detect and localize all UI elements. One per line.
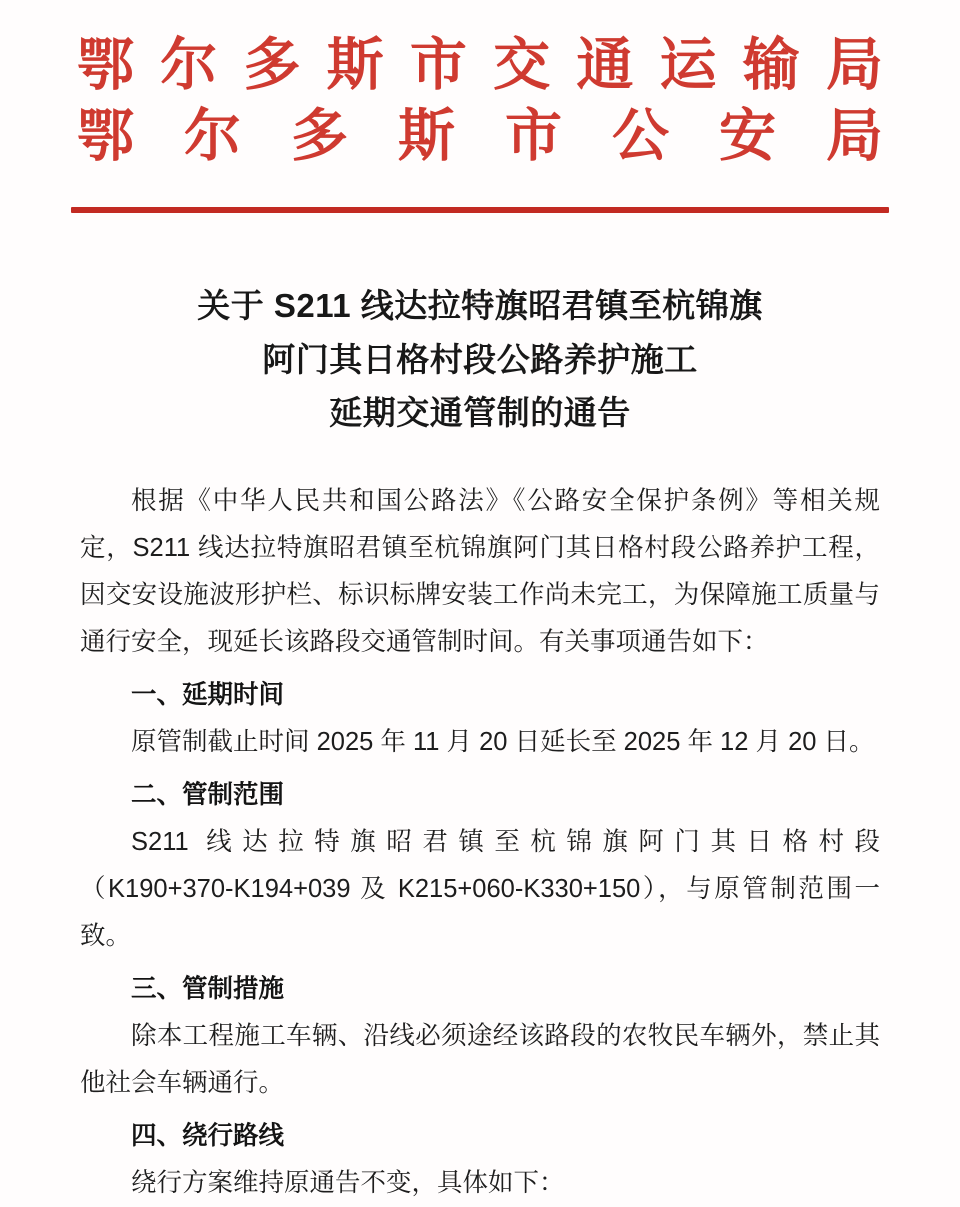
section-content-2-line-1: S211 线达拉特旗昭君镇至杭锦旗阿门其日格村段: [131, 827, 880, 856]
letterhead-char: 安: [719, 103, 776, 168]
red-divider-rule: [71, 207, 889, 213]
document-body: [80, 478, 880, 1207]
section-heading-3: 三、管制措施: [131, 974, 285, 1003]
section-content-1: 原管制截止时间 2025 年 11 月 20 日延长至 2025 年 12 月 20 日。: [131, 727, 875, 756]
letterhead-char: 斯: [398, 103, 455, 168]
letterhead-char: 运: [659, 33, 717, 97]
letterhead-char: 鄂: [77, 33, 134, 97]
section-heading-4: 四、绕行路线: [131, 1121, 285, 1150]
letterhead-char: 公: [612, 103, 669, 168]
document-title-line-2: 阿门其日格村段公路养护施工: [262, 340, 698, 378]
letterhead-char: 多: [243, 33, 301, 97]
letterhead-char: 输: [742, 33, 800, 97]
document-title-line-3: 延期交通管制的通告: [329, 394, 631, 432]
letterhead-char: 斯: [326, 33, 384, 97]
letterhead-char: 多: [291, 103, 348, 168]
letterhead-char: 通: [576, 33, 634, 97]
issuing-authority-police: [77, 101, 883, 172]
section-content-3: 除本工程施工车辆、沿线必须途经该路段的农牧民车辆外，禁止其他社会车辆通行。: [80, 1021, 880, 1097]
section-heading-1: 一、延期时间: [131, 680, 285, 709]
letterhead: [0, 0, 960, 213]
issuing-authority-transport: [77, 30, 883, 101]
letterhead-char: 尔: [184, 103, 241, 168]
letterhead-char: 局: [825, 33, 883, 97]
letterhead-char: 鄂: [77, 103, 134, 168]
opening-paragraph: 根据《中华人民共和国公路法》《公路安全保护条例》等相关规定，S211 线达拉特旗昭君镇至杭锦旗阿门其日格村段公路养护工程，因交安设施波形护栏、标识标牌安装工作尚未完工，为保障施工质量与通行安全，现延长该路段交通管制时间。有关事项通告如下：: [80, 486, 880, 656]
letterhead-char: 市: [505, 103, 562, 168]
section-heading-2: 二、管制范围: [131, 780, 285, 809]
document-title-line-1: 关于 S211 线达拉特旗昭君镇至杭锦旗: [197, 287, 763, 325]
section-content-4: 绕行方案维持原通告不变，具体如下：: [131, 1168, 565, 1197]
letterhead-divider-wrap: [71, 207, 889, 213]
section-content-2-line-2: （K190+370-K194+039 及 K215+060-K330+150），与原管制范围一致。: [80, 874, 880, 950]
letterhead-char: 尔: [160, 33, 218, 97]
letterhead-char: 局: [826, 103, 883, 168]
letterhead-char: 市: [409, 33, 467, 97]
letterhead-char: 交: [493, 33, 551, 97]
document-title: [80, 279, 880, 439]
